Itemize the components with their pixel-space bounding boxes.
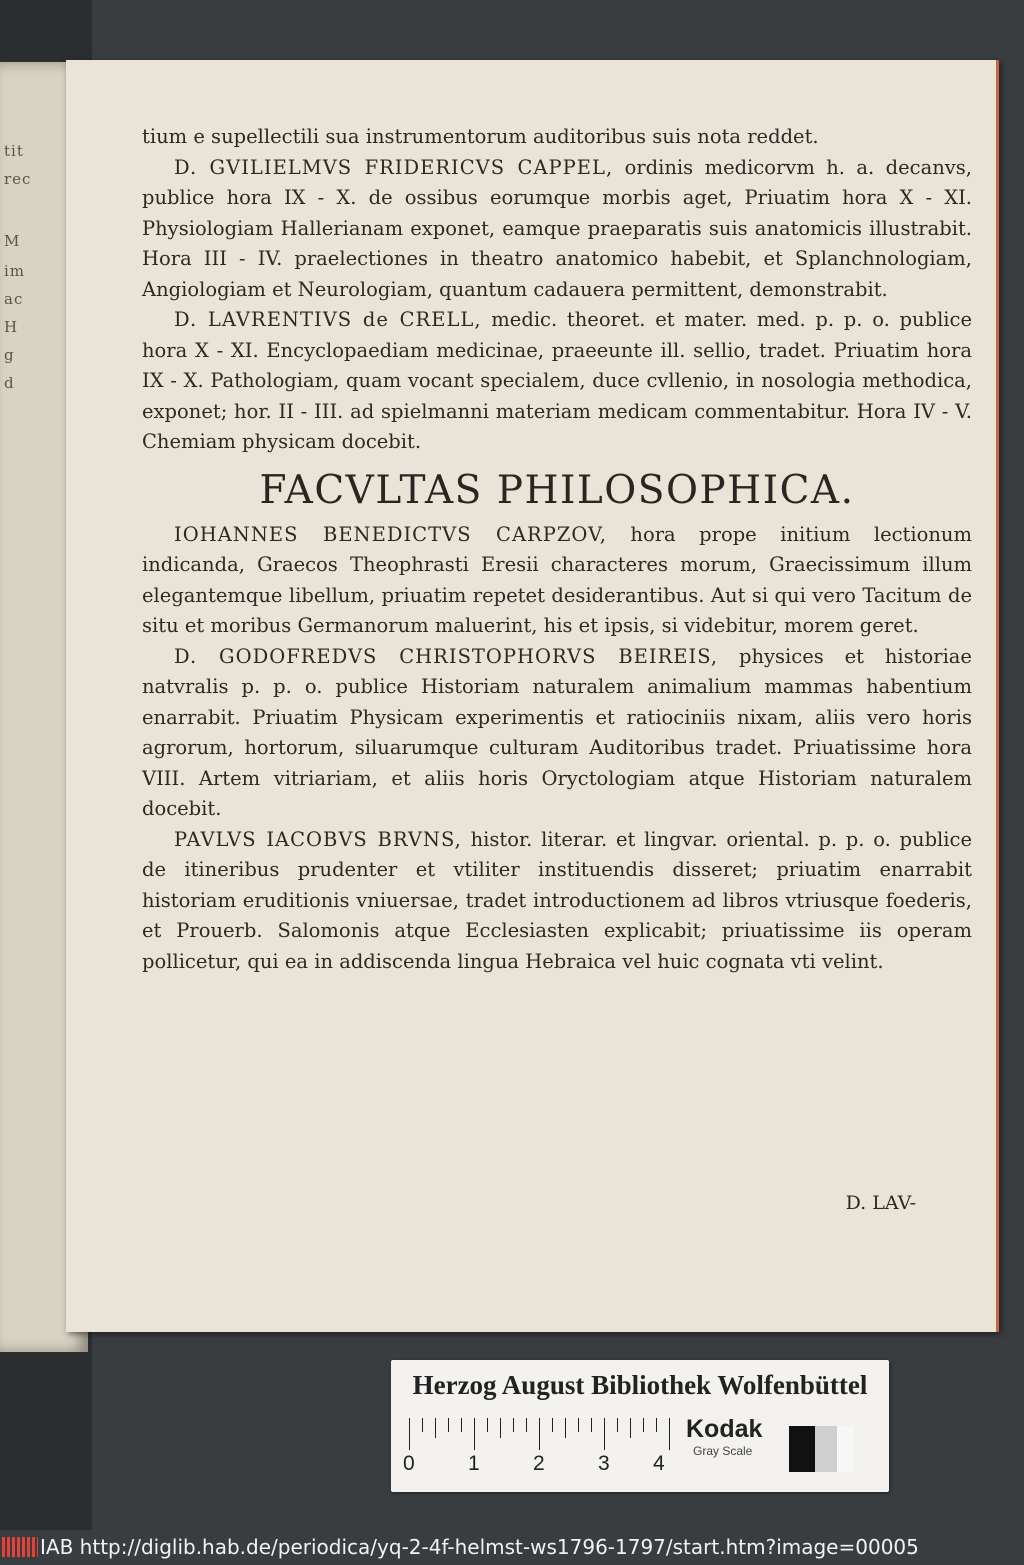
kodak-logo: Kodak [686,1415,763,1443]
ruler-tick [487,1418,488,1432]
ruler-tick [526,1418,527,1432]
paragraph-body: medic. theoret. et mater. med. p. p. o. publice hora X - XI. Encyclopaediam medicinae, praeeunte ill. sellio, tradet. Priuatim hora IX - X. Pathologiam, quam vocant specialem, duce cvllenio, in nosologia methodica, exponet; hor. II - III. ad spielmanni materiam medicam commentabitur. Hora IV - V. Chemiam physicam docebit. [142,308,972,453]
ruler-tick [422,1418,423,1432]
black-swatch [789,1426,815,1472]
gray-scale-label: Gray Scale [693,1444,753,1458]
paragraph-beireis [142,642,972,825]
paragraph-crell [142,305,972,458]
ruler-tick [669,1418,670,1450]
paragraph-body: histor. literar. et lingvar. oriental. p. p. o. publice de itineribus prudenter et vtiliter instituendis disseret; priuatim enarrabit historiam eruditionis vniuersae, tradet introductionem ad libros vtriusque foederis, et Prouerb. Salomonis atque Ecclesiasten explicabit; priuatissime iis operam pollicetur, qui ea in addiscenda lingua Hebraica vel huic cognata vti velint. [142,827,972,973]
ruler-number: 2 [533,1452,545,1475]
paragraph-body: hora prope initium lectionum indicanda, Graecos Theophrasti Eresii characteres morum, Graecissimum illum elegantemque libellum, priuatim repetet desiderantibus. Aut si qui vero Tacitum de situ et moribus Germanorum maluerint, his et ipsis, si videbitur, morem geret. [142,522,972,637]
ruler-tick [630,1418,631,1438]
source-url[interactable]: http://diglib.hab.de/periodica/yq-2-4f-helmst-ws1796-1797/start.htm?image=00005 [79,1535,919,1559]
ruler-tick [604,1418,605,1450]
paragraph-cappel [142,153,972,306]
prev-page-fragment: H [4,318,19,336]
url-prefix: IAB [40,1535,74,1559]
ruler-number: 4 [653,1452,665,1475]
ruler-tick [513,1418,514,1432]
source-url-bar [0,1530,1024,1565]
catchword: D. LAV- [845,1192,916,1214]
prev-page-fragment: tit [4,142,24,160]
paragraph-body: ordinis medicorvm h. a. decanvs, publice hora IX - X. de ossibus eorumque morbis aget, Priuatim hora X - XI. Physiologiam Hallerianam exponet, eamque praeparatis suis anatomicis illustrabit. Hora III - IV. praelectiones in theatro anatomico habebit, et Splanchnologiam, Angiologiam et Neurologiam, quantum cadauera permittent, demonstrabit. [142,155,972,301]
prev-page-fragment: M [4,232,21,250]
color-calibration-card [391,1360,889,1492]
scale-ruler [409,1418,671,1450]
ruler-number: 1 [468,1452,480,1475]
white-swatch [837,1426,853,1472]
ruler-tick [591,1418,592,1432]
ruler-tick [435,1418,436,1438]
professor-name: IOHANNES BENEDICTVS CARPZOV, [174,522,607,546]
prev-page-fragment: d [4,374,15,392]
ruler-tick [552,1418,553,1432]
prev-page-fragment: rec [4,170,32,188]
document-page [66,60,999,1332]
ruler-tick [461,1418,462,1432]
ruler-tick [500,1418,501,1438]
ruler-number: 0 [403,1452,415,1475]
library-title: Herzog August Bibliothek Wolfenbüttel [412,1370,868,1400]
professor-name: D. GODOFREDVS CHRISTOPHORVS BEIREIS, [174,644,719,668]
library-logo-icon [2,1537,38,1557]
ruler-tick [474,1418,475,1450]
ruler-tick [643,1418,644,1432]
professor-name: D. LAVRENTIVS de CRELL, [174,308,482,331]
ruler-tick [617,1418,618,1432]
ruler-number: 3 [598,1452,610,1475]
professor-name: PAVLVS IACOBVS BRVNS, [174,827,462,851]
ruler-tick [578,1418,579,1432]
ruler-tick [656,1418,657,1432]
gray-swatch [815,1426,837,1472]
paragraph-carpzov [142,520,972,642]
paragraph-bruns [142,825,972,978]
professor-name: D. GVILIELMVS FRIDERICVS CAPPEL, [174,155,614,179]
section-heading: FACVLTAS PHILOSOPHICA. [259,467,855,513]
ruler-tick [448,1418,449,1432]
paragraph-continuation: tium e supellectili sua instrumentorum auditoribus suis nota reddet. [142,125,819,148]
prev-page-fragment: g [4,346,15,364]
page-text [142,122,972,977]
paragraph-body: physices et historiae natvralis p. p. o. publice Historiam naturalem animalium mammas habentium enarrabit. Priuatim Physicam experimentis et ratiociniis nixam, aliis vero horis agrorum, hortorum, siluarumque culturam Auditoribus tradet. Priuatissime hora VIII. Artem vitriariam, et aliis horis Oryctologiam atque Historiam naturalem docebit. [142,644,972,820]
ruler-tick [539,1418,540,1450]
prev-page-fragment: ac [4,290,24,308]
ruler-tick [565,1418,566,1438]
ruler-tick [409,1418,410,1450]
prev-page-fragment: im [4,262,26,280]
